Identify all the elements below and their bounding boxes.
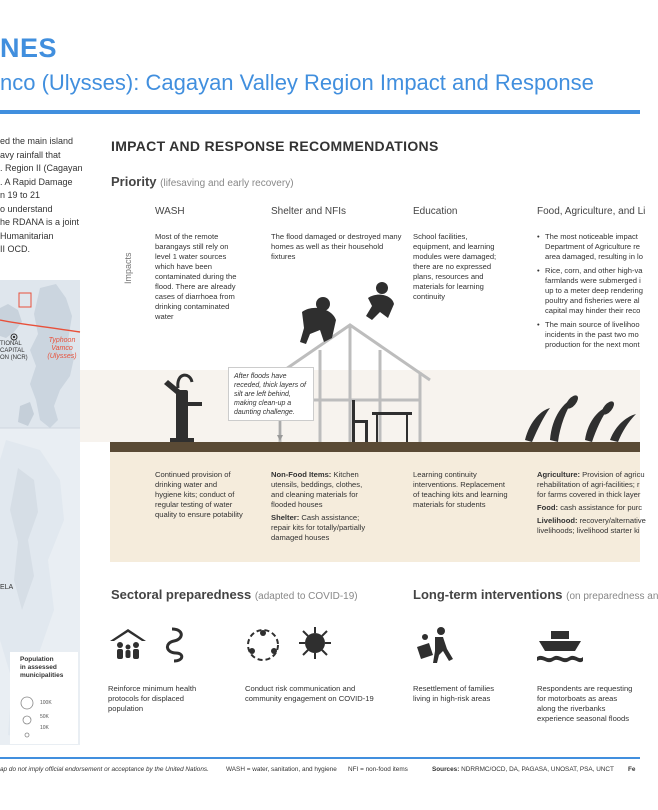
preparedness-title: Sectoral preparedness [111, 587, 252, 602]
motorboat-icon [537, 627, 583, 668]
response-agri-line: Provision of agricu [582, 470, 645, 479]
impact-line: farmlands were submerged i [545, 276, 641, 285]
impact-line: The main source of livelihoo [545, 320, 640, 329]
response-nfi [271, 470, 371, 510]
footer-sources [432, 766, 614, 773]
response-livelihood-label: Livelihood: [537, 516, 578, 525]
response-education: Learning continuity interventions. Replacement of teaching kits and learning materials for students [413, 470, 508, 509]
response-food-item [537, 503, 643, 513]
legend-bubble-small [24, 725, 30, 743]
people-on-roof-icon [300, 282, 394, 344]
footer-trailing: Fe [628, 766, 636, 773]
capital-label-line: ON (NCR) [0, 355, 28, 361]
preparedness-item-rcce: Conduct risk communication and community engagement on COVID-19 [245, 684, 374, 703]
response-nfi-text: Kitchen utensils, beddings, clothes, and cleaning materials for flooded houses [271, 470, 363, 509]
response-food-label: Food: [537, 503, 559, 512]
impact-line: incidents in the past two mo [545, 330, 639, 339]
impact-line: poultry and fisheries were al [545, 296, 640, 305]
rice-plant-icon [525, 393, 636, 442]
typhoon-label [44, 337, 80, 361]
legend-title [10, 652, 78, 680]
intro-line: n 19 to 21 [0, 190, 41, 200]
response-shelter-item [271, 513, 371, 543]
response-livelihood-line: recovery/alternative [579, 516, 646, 525]
legend-item: 10K [40, 725, 49, 731]
hygiene-snake-icon [162, 625, 192, 670]
legend-title-line: in assessed [20, 664, 57, 671]
section-title: IMPACT AND RESPONSE RECOMMENDATIONS [111, 138, 439, 154]
intro-line: . Region II (Cagayan [0, 163, 83, 173]
page-title: NES [0, 33, 58, 63]
longterm-title: Long-term interventions [413, 587, 563, 602]
capital-label [0, 341, 28, 362]
page-subtitle: nco (Ulysses): Cagayan Valley Region Impact and Response [0, 70, 594, 95]
sources-text: NDRRMC/OCD, DA, PAGASA, UNOSAT, PSA, UNCT [461, 766, 614, 773]
sector-header-wash: WASH [155, 206, 185, 217]
impact-line: The most noticeable impact [545, 232, 638, 241]
capital-label-line: TIONAL [0, 341, 22, 347]
sector-header-education: Education [413, 206, 458, 217]
preparedness-heading [111, 587, 358, 602]
longterm-item-resettlement: Resettlement of families living in high-risk areas [413, 684, 495, 703]
intro-line: Humanitarian [0, 230, 54, 241]
footer-disclaimer [0, 766, 209, 773]
intro-line: he RDANA is a joint [0, 217, 80, 227]
impact-line: capital may hinder their reco [545, 306, 641, 315]
impact-education: School facilities, equipment, and learning modules were damaged; there are no expressed plans, resources and materials for learning continuity [413, 232, 497, 301]
impact-line: Rice, corn, and other high-va [545, 266, 643, 275]
title-divider [0, 110, 640, 114]
priority-note: (lifesaving and early recovery) [160, 178, 294, 189]
response-food [537, 470, 646, 536]
sector-header-food: Food, Agriculture, and Li [537, 206, 646, 217]
legend-item: 50K [40, 714, 49, 720]
typhoon-name: Typhoon [48, 337, 76, 344]
response-agri-label: Agriculture: [537, 470, 581, 479]
response-food-text: cash assistance for purc [560, 503, 643, 512]
sector-header-shelter: Shelter and NFIs [271, 206, 347, 217]
impact-line: area damaged, resulting in lo [545, 252, 643, 261]
response-livelihood-line: livelihoods; livelihood starter ki [537, 526, 640, 535]
community-cycle-icon [243, 625, 283, 670]
region-label: ELA [0, 584, 14, 591]
footer-nfi-definition: NFI = non-food items [348, 766, 408, 773]
furniture-icon [352, 400, 412, 442]
water-pump-icon [164, 375, 202, 444]
response-agri [537, 470, 645, 480]
virus-icon [295, 623, 335, 668]
response-shelter-text: Cash assistance; repair kits for totally/partially damaged houses [271, 513, 366, 542]
footer-wash-definition: WASH = water, sanitation, and hygiene [226, 766, 337, 773]
legend-title-line: Population [20, 656, 54, 663]
response-agri-line: rehabilitation of agri-facilities; r [537, 480, 640, 489]
impact-shelter: The flood damaged or destroyed many homes as well as their household fixtures [271, 232, 402, 261]
silt-callout: After floods have receded, thick layers of silt are left behind, making clean-up a daunting challenge. [228, 367, 314, 421]
footer-divider [0, 757, 640, 759]
disclaimer-text: ap do not imply official endorsement or acceptance by the United Nations. [0, 766, 209, 773]
longterm-heading [413, 587, 658, 602]
response-livelihood [537, 516, 646, 526]
response-wash: Continued provision of drinking water and hygiene kits; conduct of regular testing of water quality to ensure potability [155, 470, 243, 519]
sources-label: Sources: [432, 766, 460, 773]
longterm-item-motorboats: Respondents are requesting for motorboats as areas along the riverbanks experience seasonal floods [537, 684, 633, 723]
intro-line: . A Rapid Damage [0, 176, 73, 187]
priority-heading [111, 174, 294, 189]
ground-strip [110, 442, 640, 452]
preparedness-note: (adapted to COVID-19) [254, 591, 358, 602]
intro-line: ed the main island [0, 136, 74, 146]
response-shelter [271, 470, 371, 543]
legend-item: 100K [40, 700, 52, 706]
legend-title-line: municipalities [20, 672, 64, 679]
impact-line: Department of Agriculture re [545, 242, 640, 251]
flood-illustration [80, 290, 640, 450]
response-agri-line: for farms covered in thick layer [537, 490, 641, 499]
impacts-side-label: Impacts [123, 252, 133, 284]
impact-food-item [537, 232, 643, 262]
impact-line: up to a meter deep rendering [545, 286, 643, 295]
typhoon-alias: (Ulysses) [47, 353, 77, 360]
intro-line: o understand [0, 203, 53, 214]
typhoon-name: Vamco [51, 345, 73, 352]
family-shelter-icon [108, 625, 152, 670]
response-shelter-label: Shelter: [271, 513, 300, 522]
longterm-note: (on preparedness an [566, 591, 658, 602]
intro-line: avy rainfall that [0, 149, 61, 160]
impact-line: production for the next mont [545, 340, 640, 349]
map-legend [10, 652, 78, 744]
capital-label-line: CAPITAL [0, 348, 25, 354]
intro-text [0, 135, 88, 257]
preparedness-item-health: Reinforce minimum health protocols for displaced population [108, 684, 197, 713]
intro-line: II OCD. [0, 244, 31, 254]
priority-label: Priority [111, 174, 157, 189]
resettlement-icon [413, 625, 457, 670]
impact-wash: Most of the remote barangays still rely on level 1 water sources which have been contaminated during the flood. There are already cases of diarrhoea from drinking contaminated water [155, 232, 237, 321]
response-nfi-label: Non-Food Items: [271, 470, 332, 479]
